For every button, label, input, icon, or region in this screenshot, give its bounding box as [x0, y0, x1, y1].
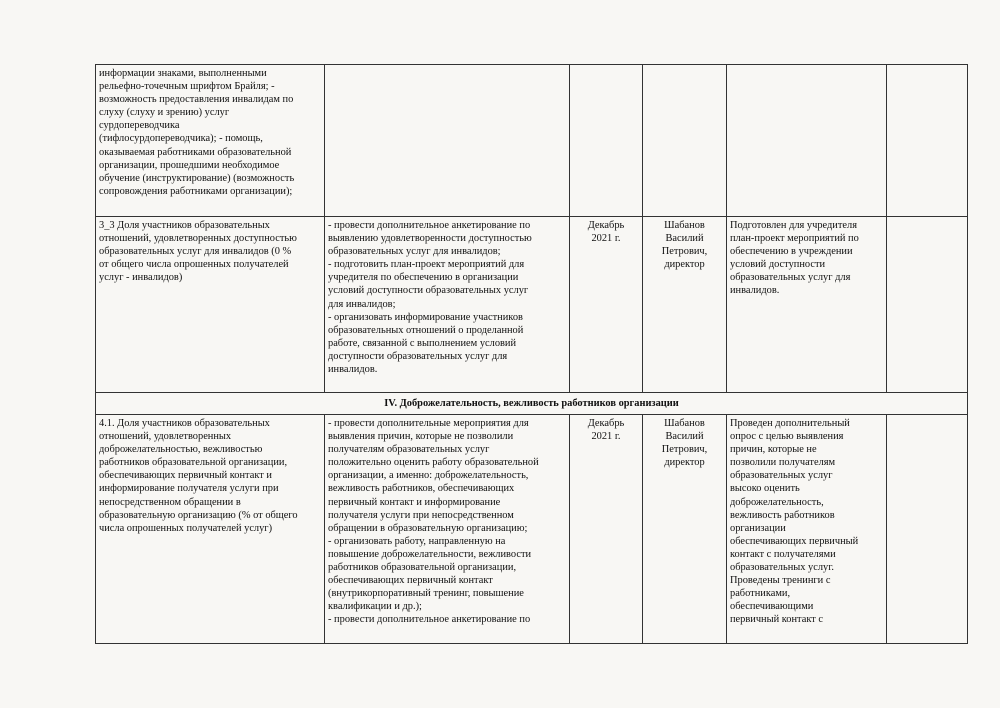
measures-table	[95, 64, 968, 644]
measures-cell	[325, 65, 570, 217]
responsible-cell: Шабанов Василий Петрович, директор	[643, 415, 727, 644]
indicator-cell: информации знаками, выполненными рельефно-точечным шрифтом Брайля; - возможность предоставления инвалидам по слуху (слуху и зрению) услуг сурдопереводчика (тифлосурдопереводчика); - помощь, оказываемая работниками образовательной организации, прошедшими необходимое обучение (инструктирование) (возможность сопровождения работниками организации);	[96, 65, 325, 217]
result-cell: Проведен дополнительный опрос с целью выявления причин, которые не позволили получателям образовательных услуг высоко оценить доброжелательность, вежливость работников организации обеспечивающих первичный контакт с получателями образовательных услуг. Проведены тренинги с работниками, обеспечивающими первичный контакт с	[727, 415, 887, 644]
responsible-cell: Шабанов Василий Петрович, директор	[643, 217, 727, 393]
deadline-cell: Декабрь 2021 г.	[570, 415, 643, 644]
extra-cell	[887, 217, 968, 393]
table-row	[96, 217, 968, 393]
indicator-cell: 4.1. Доля участников образовательных отношений, удовлетворенных доброжелательностью, вежливостью работников образовательной организации, обеспечивающих первичный контакт и информирование получателя услуги при непосредственном обращении в образовательную организацию (% от общего числа опрошенных получателей услуг)	[96, 415, 325, 644]
result-cell	[727, 65, 887, 217]
deadline-cell	[570, 65, 643, 217]
table-row	[96, 65, 968, 217]
extra-cell	[887, 415, 968, 644]
responsible-cell	[643, 65, 727, 217]
section-header-row	[96, 393, 968, 415]
deadline-cell: Декабрь 2021 г.	[570, 217, 643, 393]
table-row	[96, 415, 968, 644]
indicator-cell: 3_3 Доля участников образовательных отношений, удовлетворенных доступностью образовательных услуг для инвалидов (0 % от общего числа опрошенных получателей услуг - инвалидов)	[96, 217, 325, 393]
result-cell: Подготовлен для учредителя план-проект мероприятий по обеспечению в учреждении условий доступности образовательных услуг для инвалидов.	[727, 217, 887, 393]
measures-cell: - провести дополнительное анкетирование по выявлению удовлетворенности доступностью образовательных услуг для инвалидов; - подготовить план-проект мероприятий для учредителя по обеспечению в организации условий доступности образовательных услуг для инвалидов; - организовать информирование участников образовательных отношений о проделанной работе, связанной с выполнением условий доступности образовательных услуг для инвалидов.	[325, 217, 570, 393]
extra-cell	[887, 65, 968, 217]
measures-cell: - провести дополнительные мероприятия для выявления причин, которые не позволили получателям образовательных услуг положительно оценить работу образовательной организации, а именно: доброжелательность, вежливость работников, обеспечивающих первичный контакт и информирование получателя услуги при непосредственном обращении в образовательную организацию; - организовать работу, направленную на повышение доброжелательности, вежливости работников образовательной организации, обеспечивающих первичный контакт (внутрикорпоративный тренинг, повышение квалификации и др.); - провести дополнительное анкетирование по	[325, 415, 570, 644]
section-title: IV. Доброжелательность, вежливость работников организации	[96, 393, 968, 415]
